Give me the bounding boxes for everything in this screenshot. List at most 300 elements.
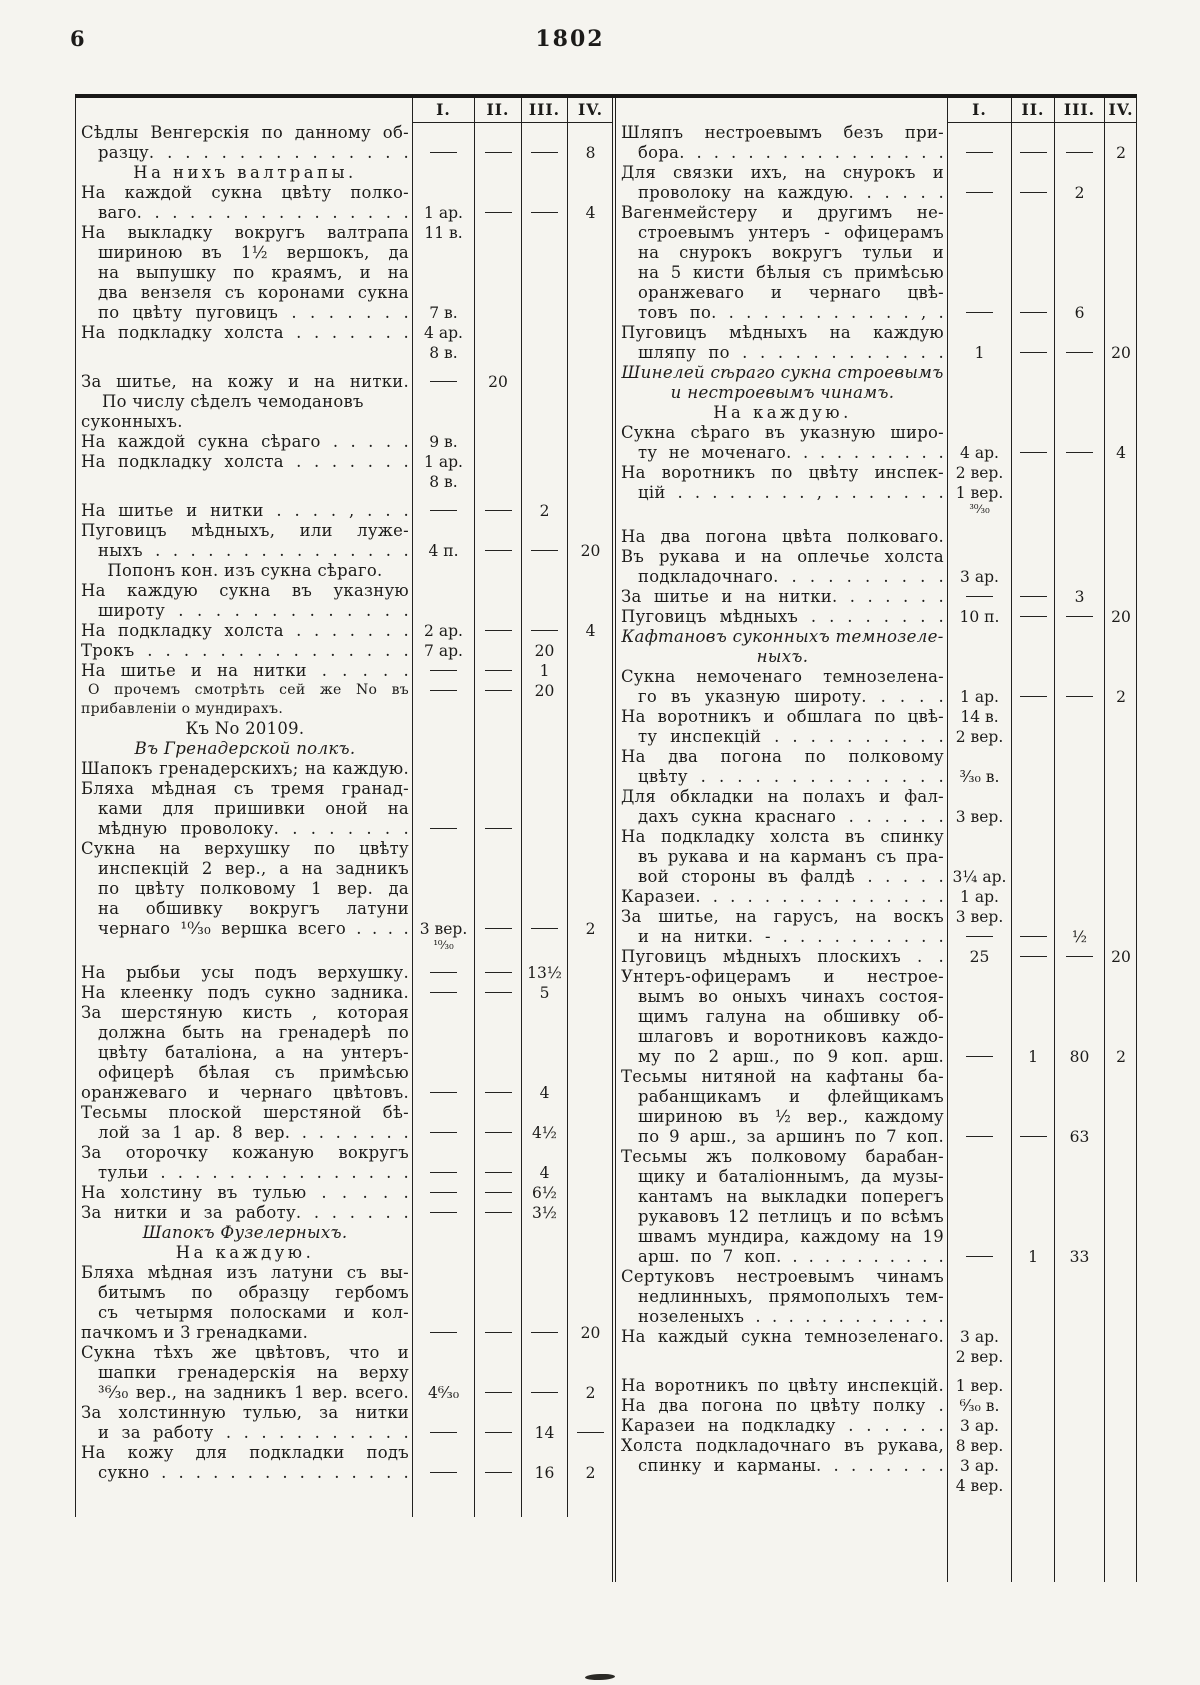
line-text: оранжеваго и чернаго цвѣ-: [638, 283, 944, 302]
col-2-value: 1: [1011, 1247, 1054, 1267]
column-header-row: [616, 98, 1136, 123]
col-2-value: [1011, 1087, 1054, 1107]
col-4-value: [567, 1423, 613, 1443]
col-1-value: [947, 518, 1011, 527]
blank-dash: [430, 1092, 457, 1093]
blank-dash: [531, 1332, 558, 1333]
col-3-value: [1054, 987, 1104, 1007]
col-2-value: [1011, 627, 1054, 647]
col-2-value: [1011, 123, 1054, 143]
table-line: [76, 859, 612, 879]
col-3-value: [521, 1323, 567, 1343]
col-3-value: [1054, 1307, 1104, 1327]
col-3-value: [1054, 283, 1104, 303]
col-4-value: [567, 963, 613, 983]
line-text: На каждую.: [713, 403, 852, 422]
col-3-value: [1054, 787, 1104, 807]
col-3-value: [521, 203, 567, 223]
col-3-value: [1054, 363, 1104, 383]
column-header: III.: [521, 98, 567, 123]
col-4-value: [1104, 1347, 1137, 1367]
line-text: [616, 1496, 947, 1582]
line-text: прибавленіи о мундирахъ.: [81, 701, 284, 717]
col-1-value: 8 вер.: [947, 1436, 1011, 1456]
col-4-value: [1104, 303, 1137, 323]
col-2-value: [474, 739, 521, 759]
col-1-value: [412, 1083, 474, 1103]
col-3-value: [1054, 143, 1104, 163]
table-line: [616, 1207, 1136, 1227]
col-4-value: 20: [567, 541, 613, 561]
col-3-value: 20: [521, 681, 567, 701]
col-1-value: [412, 839, 474, 859]
col-1-value: 25: [947, 947, 1011, 967]
col-2-value: [474, 501, 521, 521]
col-3-value: [521, 839, 567, 859]
blank-dash: [1020, 936, 1047, 937]
col-4-value: [1104, 747, 1137, 767]
line-text: За шитье, на гарусъ, на воскъ: [621, 907, 944, 926]
line-text: На воротникъ и обшлага по цвѣ-: [621, 707, 944, 726]
table-line: [76, 1163, 612, 1183]
col-1-value: [412, 859, 474, 879]
col-3-value: [1054, 518, 1104, 527]
col-4-value: [567, 1283, 613, 1303]
col-1-value: [947, 143, 1011, 163]
col-1-value: [947, 283, 1011, 303]
table-line: [616, 1267, 1136, 1287]
line-text: На кожу для подкладки подъ: [81, 1443, 409, 1462]
line-text: спинку и карманы. . . . . . . .: [638, 1456, 944, 1475]
col-3-value: [521, 392, 567, 412]
col-2-value: [474, 1103, 521, 1123]
ink-mark: [585, 1673, 615, 1680]
blank-dash: [966, 1056, 993, 1057]
col-4-value: 4: [567, 203, 613, 223]
col-3-value: [521, 303, 567, 323]
col-3-value: [521, 283, 567, 303]
col-4-value: [1104, 907, 1137, 927]
table-line: [76, 621, 612, 641]
col-4-value: [1104, 1027, 1137, 1047]
col-2-value: [474, 601, 521, 621]
blank-dash: [1020, 1136, 1047, 1137]
table-line: [76, 1223, 612, 1243]
line-text: товъ по. . . . . . . . . . . . , .: [638, 303, 944, 322]
col-2-value: [1011, 927, 1054, 947]
col-4-value: [1104, 383, 1137, 403]
blank-dash: [430, 1332, 457, 1333]
line-text: Шляпъ нестроевымъ безъ при-: [621, 123, 944, 142]
line-text: На подкладку холста въ спинку: [621, 827, 944, 846]
line-text: На подкладку холста . . . . . . .: [81, 323, 409, 342]
line-text: суконныхъ.: [81, 412, 183, 431]
table-line: [616, 1367, 1136, 1376]
table-line: [616, 667, 1136, 687]
line-text: два вензеля съ коронами сукна: [98, 283, 409, 302]
col-3-value: [1054, 503, 1104, 518]
col-4-value: [1104, 123, 1137, 143]
col-3-value: 6: [1054, 303, 1104, 323]
col-1-value: [947, 263, 1011, 283]
col-4-value: [1104, 1187, 1137, 1207]
line-text: шириною въ ½ вер., каждому: [638, 1107, 944, 1126]
blank-dash: [430, 152, 457, 153]
col-2-value: [1011, 1127, 1054, 1147]
blank-dash: [485, 510, 512, 511]
col-1-value: [947, 827, 1011, 847]
table-line: [76, 452, 612, 472]
table-line: [616, 1187, 1136, 1207]
col-1-value: [412, 1003, 474, 1023]
col-4-value: [567, 661, 613, 681]
col-1-value: 2 вер.: [947, 727, 1011, 747]
blank-dash: [430, 1192, 457, 1193]
col-3-value: [521, 163, 567, 183]
line-text: Каразеи на подкладку . . . . . .: [621, 1416, 944, 1435]
blank-dash: [485, 690, 512, 691]
table-line: [616, 567, 1136, 587]
col-4-value: [567, 859, 613, 879]
line-text: ваго. . . . . . . . . . . . . . . .: [98, 203, 409, 222]
col-3-value: 63: [1054, 1127, 1104, 1147]
col-2-value: [474, 1423, 521, 1443]
blank-dash: [485, 1192, 512, 1193]
line-text: ныхъ . . . . . . . . . . . . . . .: [98, 541, 409, 560]
col-4-value: [1104, 767, 1137, 787]
col-2-value: [1011, 1327, 1054, 1347]
blank-dash: [485, 550, 512, 551]
blank-dash: [531, 1392, 558, 1393]
blank-dash: [531, 212, 558, 213]
col-1-value: 1: [947, 343, 1011, 363]
col-1-value: 3 ар.: [947, 567, 1011, 587]
col-4-value: [567, 561, 613, 581]
col-2-value: [474, 621, 521, 641]
col-4-value: [567, 163, 613, 183]
col-4-value: 20: [1104, 947, 1137, 967]
table-line: [76, 163, 612, 183]
table-line: [76, 203, 612, 223]
line-text: Для связки ихъ, на снурокъ и: [621, 163, 944, 182]
col-3-value: 13½: [521, 963, 567, 983]
col-1-value: 4 ар.: [947, 443, 1011, 463]
col-2-value: [1011, 907, 1054, 927]
col-3-value: [1054, 383, 1104, 403]
col-1-value: 11 в.: [412, 223, 474, 243]
col-3-value: [1054, 627, 1104, 647]
col-3-value: [1054, 1287, 1104, 1307]
line-text: На рыбьи усы подъ верхушку.: [81, 963, 409, 982]
table-line: [76, 243, 612, 263]
col-2-value: [474, 303, 521, 323]
table-line: [616, 1247, 1136, 1267]
line-text: нозеленыхъ . . . . . . . . . . . .: [638, 1307, 944, 1326]
col-2-value: [1011, 967, 1054, 987]
col-4-value: [567, 183, 613, 203]
col-4-value: [1104, 323, 1137, 343]
table-line: [76, 1183, 612, 1203]
table-line: [616, 827, 1136, 847]
col-2-value: [474, 1063, 521, 1083]
col-3-value: [521, 521, 567, 541]
col-1-value: 4⁶⁄₃₀: [412, 1383, 474, 1403]
col-2-value: [1011, 1287, 1054, 1307]
line-text: Сѣдлы Венгерскія по данному об-: [81, 123, 409, 142]
col-2-value: [1011, 1067, 1054, 1087]
table-line: [76, 601, 612, 621]
col-3-value: [1054, 527, 1104, 547]
line-text: За оторочку кожаную вокругъ: [81, 1143, 409, 1162]
table-line: [76, 183, 612, 203]
blank-dash: [430, 381, 457, 382]
col-2-value: [1011, 567, 1054, 587]
col-2-value: [1011, 847, 1054, 867]
col-1-value: [947, 547, 1011, 567]
col-3-value: [1054, 323, 1104, 343]
line-text: [76, 939, 412, 954]
blank-dash: [1020, 152, 1047, 153]
col-2-value: [1011, 1027, 1054, 1047]
col-3-value: [1054, 1347, 1104, 1367]
line-text: На шитье и на нитки . . . . .: [81, 661, 409, 680]
table-line: [616, 807, 1136, 827]
blank-dash: [531, 550, 558, 551]
col-1-value: 1 ар.: [412, 452, 474, 472]
col-1-value: [412, 963, 474, 983]
line-text: Тесьмы плоской шерстяной бѣ-: [81, 1103, 409, 1122]
line-text: На каждой сукна сѣраго . . . . .: [81, 432, 409, 451]
line-text: по 9 арш., за аршинъ по 7 коп.: [638, 1127, 944, 1146]
col-4-value: [567, 1183, 613, 1203]
col-2-value: [1011, 263, 1054, 283]
line-text: На нихъ валтрапы.: [133, 163, 357, 182]
line-text: [76, 472, 412, 492]
table-line: [76, 939, 612, 954]
table-line: [616, 587, 1136, 607]
col-4-value: 2: [1104, 687, 1137, 707]
line-text: На два погона по цвѣту полку .: [621, 1396, 944, 1415]
col-3-value: [1054, 847, 1104, 867]
table-line: [76, 283, 612, 303]
table-line: [76, 1443, 612, 1463]
table-line: [616, 323, 1136, 343]
column-header: II.: [1011, 98, 1054, 123]
col-4-value: [1104, 1127, 1137, 1147]
col-4-value: [1104, 547, 1137, 567]
blank-dash: [430, 1432, 457, 1433]
col-2-value: [474, 899, 521, 919]
blank-dash: [485, 992, 512, 993]
line-text: На холстину въ тулью . . . . .: [81, 1183, 409, 1202]
col-2-value: [474, 472, 521, 492]
line-text: [616, 1367, 947, 1376]
col-1-value: [412, 1263, 474, 1283]
col-1-value: [412, 1443, 474, 1463]
col-3-value: [521, 719, 567, 739]
line-text: [76, 954, 412, 963]
line-text: На выкладку вокругъ валтрапа: [81, 223, 409, 242]
col-2-value: [1011, 183, 1054, 203]
col-4-value: [1104, 1436, 1137, 1456]
table-line: [76, 1423, 612, 1443]
col-4-value: [1104, 647, 1137, 667]
table-line: [616, 163, 1136, 183]
col-2-value: [1011, 1207, 1054, 1227]
col-2-value: [1011, 1496, 1054, 1582]
col-1-value: [412, 879, 474, 899]
col-3-value: [521, 1043, 567, 1063]
col-3-value: [1054, 483, 1104, 503]
col-1-value: 1 вер.: [947, 483, 1011, 503]
table-line: [76, 1403, 612, 1423]
col-4-value: [1104, 567, 1137, 587]
col-4-value: [1104, 887, 1137, 907]
col-2-value: [474, 163, 521, 183]
table-line: [76, 983, 612, 1003]
col-2-value: [474, 879, 521, 899]
table-line: [616, 1127, 1136, 1147]
col-4-value: [1104, 727, 1137, 747]
col-4-value: [567, 879, 613, 899]
col-1-value: [412, 143, 474, 163]
col-1-value: [947, 527, 1011, 547]
requisition-tables: [75, 94, 1137, 1582]
col-3-value: [1054, 567, 1104, 587]
line-text: инспекцій 2 вер., а на задникъ: [98, 859, 409, 878]
col-2-value: [1011, 303, 1054, 323]
col-3-value: [1054, 1456, 1104, 1476]
line-text: [616, 518, 947, 527]
table-line: [76, 641, 612, 661]
col-1-value: [412, 581, 474, 601]
col-4-value: [567, 1163, 613, 1183]
col-2-value: [474, 283, 521, 303]
col-2-value: [474, 343, 521, 363]
col-3-value: [521, 899, 567, 919]
blank-dash: [966, 152, 993, 153]
blank-dash: [485, 1332, 512, 1333]
col-2-value: [474, 859, 521, 879]
col-1-value: [412, 283, 474, 303]
col-4-value: [567, 432, 613, 452]
col-2-value: [1011, 527, 1054, 547]
table-line: [616, 787, 1136, 807]
col-2-value: [474, 1303, 521, 1323]
col-3-value: 14: [521, 1423, 567, 1443]
col-3-value: [1054, 403, 1104, 423]
col-1-value: [412, 263, 474, 283]
table-line: [76, 1363, 612, 1383]
table-line: [616, 483, 1136, 503]
line-text: сукно . . . . . . . . . . . . . . .: [98, 1463, 409, 1482]
col-2-value: [474, 492, 521, 501]
column-header: IV.: [1104, 98, 1137, 123]
col-4-value: [1104, 203, 1137, 223]
table-line: [76, 1463, 612, 1483]
blank-dash: [485, 1172, 512, 1173]
col-4-value: [1104, 1476, 1137, 1496]
col-3-value: [1054, 1067, 1104, 1087]
col-4-value: [567, 243, 613, 263]
col-2-value: [474, 819, 521, 839]
table-line: [76, 1483, 612, 1517]
col-1-value: 8 в.: [412, 343, 474, 363]
column-header: I.: [412, 98, 474, 123]
line-text: офицерѣ бѣлая съ примѣсью: [98, 1063, 409, 1082]
line-text: На подкладку холста . . . . . . .: [81, 452, 409, 471]
col-3-value: [1054, 807, 1104, 827]
col-4-value: [1104, 363, 1137, 383]
col-4-value: [1104, 1207, 1137, 1227]
line-text: проволоку на каждую. . . . . .: [638, 183, 944, 202]
col-3-value: ½: [1054, 927, 1104, 947]
line-text: арш. по 7 коп. . . . . . . . . . .: [638, 1247, 944, 1266]
line-text: Шапокъ гренадерскихъ; на каждую.: [81, 759, 409, 778]
table-line: [76, 681, 612, 700]
table-line: [76, 1243, 612, 1263]
col-2-value: [1011, 767, 1054, 787]
col-3-value: [1054, 1367, 1104, 1376]
col-1-value: 9 в.: [412, 432, 474, 452]
col-3-value: [521, 323, 567, 343]
line-text: Сукна тѣхъ же цвѣтовъ, что и: [81, 1343, 409, 1362]
col-2-value: [474, 1383, 521, 1403]
blank-dash: [966, 596, 993, 597]
col-2-value: [1011, 887, 1054, 907]
table-line: [616, 887, 1136, 907]
col-3-value: [521, 1343, 567, 1363]
col-3-value: [521, 700, 567, 719]
line-text: и за работу . . . . . . . . . . .: [98, 1423, 409, 1442]
col-4-value: [1104, 1247, 1137, 1267]
col-3-value: [521, 1223, 567, 1243]
col-4-value: 20: [1104, 343, 1137, 363]
blank-dash: [1066, 956, 1093, 957]
col-4-value: [1104, 263, 1137, 283]
col-4-value: [1104, 807, 1137, 827]
table-line: [76, 954, 612, 963]
col-2-value: [474, 954, 521, 963]
blank-dash: [485, 828, 512, 829]
col-2-value: [1011, 503, 1054, 518]
blank-dash: [430, 1212, 457, 1213]
col-2-value: [474, 1463, 521, 1483]
col-1-value: 3 вер.: [412, 919, 474, 939]
col-1-value: 3 вер.: [947, 807, 1011, 827]
col-3-value: [521, 1283, 567, 1303]
col-4-value: [567, 472, 613, 492]
line-text: На воротникъ по цвѣту инспек-: [621, 463, 944, 482]
col-1-value: [412, 1483, 474, 1517]
col-2-value: [1011, 807, 1054, 827]
col-1-value: [947, 223, 1011, 243]
col-3-value: [1054, 1027, 1104, 1047]
col-1-value: [947, 1227, 1011, 1247]
table-line: [76, 1343, 612, 1363]
col-4-value: 20: [1104, 607, 1137, 627]
table-line: [76, 223, 612, 243]
line-text: Пуговицъ мѣдныхъ на каждую: [621, 323, 944, 342]
table-line: [616, 383, 1136, 403]
col-4-value: [1104, 518, 1137, 527]
col-2-value: [474, 1363, 521, 1383]
blank-dash: [1066, 452, 1093, 453]
line-text: [76, 492, 412, 501]
table-line: [616, 463, 1136, 483]
page-header: [0, 26, 1200, 60]
col-3-value: [521, 123, 567, 143]
